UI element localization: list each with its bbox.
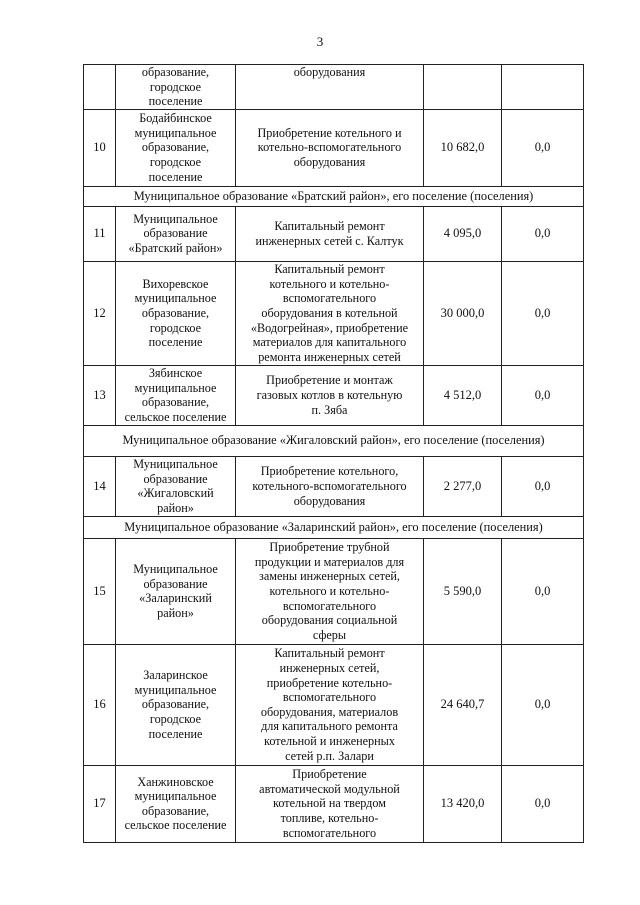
cell-line: приобретение котельно- xyxy=(266,675,393,690)
cell-line: продукции и материалов для xyxy=(254,554,405,569)
page-number: 3 xyxy=(316,34,324,49)
cell-line: п. Зяба xyxy=(311,402,348,417)
cell-line: оборудования социальной xyxy=(261,613,398,628)
cell-line: котельного и котельно- xyxy=(269,276,390,291)
cell-line: «Братский район» xyxy=(128,241,223,256)
municipality-name xyxy=(116,65,236,110)
second-amount-value: 0,0 xyxy=(502,261,584,365)
second-amount-value xyxy=(502,65,584,110)
cell-line: поселение xyxy=(148,94,203,109)
cell-line: муниципальное xyxy=(134,125,217,140)
cell-line: Зябинское xyxy=(148,366,203,381)
group-title: Муниципальное образование «Братский район», его поселение (поселения) xyxy=(84,186,584,206)
second-amount-value: 0,0 xyxy=(502,365,584,425)
municipality-name xyxy=(116,365,236,425)
cell-line: «Водогрейная», приобретение xyxy=(250,320,409,335)
cell-line: котельно-вспомогательного xyxy=(257,140,402,155)
cell-line: котельного и котельно- xyxy=(269,583,390,598)
group-header-row xyxy=(84,516,584,538)
funding-table xyxy=(83,64,584,843)
second-amount-value: 0,0 xyxy=(502,765,584,842)
cell-line: Приобретение котельного и xyxy=(257,125,402,140)
cell-line: муниципальное xyxy=(134,380,217,395)
cell-line: образование xyxy=(143,226,208,241)
cell-line: поселение xyxy=(148,726,203,741)
cell-line: Капитальный ремонт xyxy=(274,219,385,234)
activity-description xyxy=(236,538,424,644)
activity-description xyxy=(236,261,424,365)
row-number: 13 xyxy=(84,365,116,425)
row-number xyxy=(84,65,116,110)
cell-line: Капитальный ремонт xyxy=(274,262,385,277)
second-amount-value: 0,0 xyxy=(502,644,584,765)
activity-description xyxy=(236,644,424,765)
group-header-row xyxy=(84,186,584,206)
amount-value: 24 640,7 xyxy=(424,644,502,765)
cell-line: материалов для капитального xyxy=(252,335,407,350)
cell-line: вспомогательного xyxy=(282,690,377,705)
activity-description xyxy=(236,765,424,842)
cell-line: инженерных сетей с. Калтук xyxy=(255,233,404,248)
cell-line: Муниципальное xyxy=(133,457,218,472)
cell-line: котельного-вспомогательного xyxy=(252,478,407,493)
cell-line: для капитального ремонта xyxy=(261,719,398,734)
cell-line: образование, xyxy=(141,697,210,712)
municipality-name xyxy=(116,109,236,186)
amount-value xyxy=(424,65,502,110)
amount-value: 13 420,0 xyxy=(424,765,502,842)
cell-line: ремонта инженерных сетей xyxy=(258,349,401,364)
cell-line: вспомогательного xyxy=(282,291,377,306)
cell-line: городское xyxy=(149,712,202,727)
cell-line: Ханжиновское xyxy=(137,774,214,789)
cell-line: Капитальный ремонт xyxy=(274,646,385,661)
table-row xyxy=(84,538,584,644)
cell-line: сетей р.п. Залари xyxy=(285,748,374,763)
table-row xyxy=(84,65,584,110)
cell-line: сельское поселение xyxy=(124,409,227,424)
cell-line: Вихоревское xyxy=(142,276,209,291)
row-number: 17 xyxy=(84,765,116,842)
cell-line: замены инженерных сетей, xyxy=(259,569,400,584)
row-number: 12 xyxy=(84,261,116,365)
table-row xyxy=(84,765,584,842)
cell-line: район» xyxy=(157,500,194,515)
cell-line: инженерных сетей, xyxy=(279,661,380,675)
cell-line: муниципальное xyxy=(134,789,217,804)
group-header-row xyxy=(84,425,584,456)
cell-line: образование, xyxy=(141,803,210,818)
table-row xyxy=(84,261,584,365)
table-row xyxy=(84,206,584,261)
cell-line: оборудования xyxy=(293,493,366,508)
amount-value: 5 590,0 xyxy=(424,538,502,644)
cell-line: Приобретение и монтаж xyxy=(266,373,393,388)
cell-line: образование, xyxy=(141,395,210,410)
cell-line: образование xyxy=(143,471,208,486)
second-amount-value: 0,0 xyxy=(502,456,584,516)
cell-line: Приобретение котельного, xyxy=(260,464,399,479)
cell-line: сельское поселение xyxy=(124,818,227,833)
activity-description xyxy=(236,365,424,425)
cell-line: муниципальное xyxy=(134,291,217,306)
cell-line: образование, xyxy=(141,65,210,79)
cell-line: Бодайбинское xyxy=(139,111,212,126)
second-amount-value: 0,0 xyxy=(502,538,584,644)
cell-line: топливе, котельно- xyxy=(280,811,379,826)
table-row xyxy=(84,365,584,425)
cell-line: Приобретение трубной xyxy=(269,540,390,555)
cell-line: «Заларинский xyxy=(139,591,212,606)
amount-value: 4 095,0 xyxy=(424,206,502,261)
municipality-name xyxy=(116,206,236,261)
cell-line: образование, xyxy=(141,140,210,155)
activity-description xyxy=(236,206,424,261)
cell-line: Заларинское xyxy=(143,668,208,683)
cell-line: городское xyxy=(149,155,202,170)
amount-value: 2 277,0 xyxy=(424,456,502,516)
municipality-name xyxy=(116,644,236,765)
row-number: 14 xyxy=(84,456,116,516)
cell-line: «Жигаловский xyxy=(137,486,214,501)
municipality-name xyxy=(116,261,236,365)
activity-description xyxy=(236,109,424,186)
second-amount-value: 0,0 xyxy=(502,109,584,186)
table-row xyxy=(84,456,584,516)
cell-line: поселение xyxy=(148,335,203,350)
row-number: 10 xyxy=(84,109,116,186)
cell-line: оборудования xyxy=(293,65,366,79)
group-title: Муниципальное образование «Заларинский район», его поселение (поселения) xyxy=(84,516,584,538)
cell-line: вспомогательного xyxy=(282,825,377,840)
municipality-name xyxy=(116,456,236,516)
second-amount-value: 0,0 xyxy=(502,206,584,261)
amount-value: 10 682,0 xyxy=(424,109,502,186)
cell-line: котельной на твердом xyxy=(273,796,386,811)
cell-line: оборудования xyxy=(293,155,366,170)
cell-line: Приобретение xyxy=(292,767,367,782)
cell-line: оборудования в котельной xyxy=(261,305,398,320)
municipality-name xyxy=(116,765,236,842)
cell-line: котельной и инженерных xyxy=(264,733,395,748)
cell-line: газовых котлов в котельную xyxy=(256,387,403,402)
activity-description xyxy=(236,65,424,110)
cell-line: образование xyxy=(143,576,208,591)
cell-line: вспомогательного xyxy=(282,598,377,613)
table-row xyxy=(84,644,584,765)
cell-line: Муниципальное xyxy=(133,211,218,226)
cell-line: образование, xyxy=(141,305,210,320)
cell-line: сферы xyxy=(312,627,347,642)
row-number: 15 xyxy=(84,538,116,644)
cell-line: поселение xyxy=(148,169,203,184)
cell-line: Муниципальное xyxy=(133,562,218,577)
group-title: Муниципальное образование «Жигаловский район», его поселение (поселения) xyxy=(84,425,584,456)
cell-line: автоматической модульной xyxy=(259,781,400,796)
municipality-name xyxy=(116,538,236,644)
cell-line: район» xyxy=(157,605,194,620)
row-number: 16 xyxy=(84,644,116,765)
table-row xyxy=(84,109,584,186)
activity-description xyxy=(236,456,424,516)
cell-line: городское xyxy=(149,320,202,335)
cell-line: городское xyxy=(149,79,202,94)
cell-line: муниципальное xyxy=(134,682,217,697)
row-number: 11 xyxy=(84,206,116,261)
amount-value: 4 512,0 xyxy=(424,365,502,425)
cell-line: оборудования, материалов xyxy=(260,704,399,719)
amount-value: 30 000,0 xyxy=(424,261,502,365)
